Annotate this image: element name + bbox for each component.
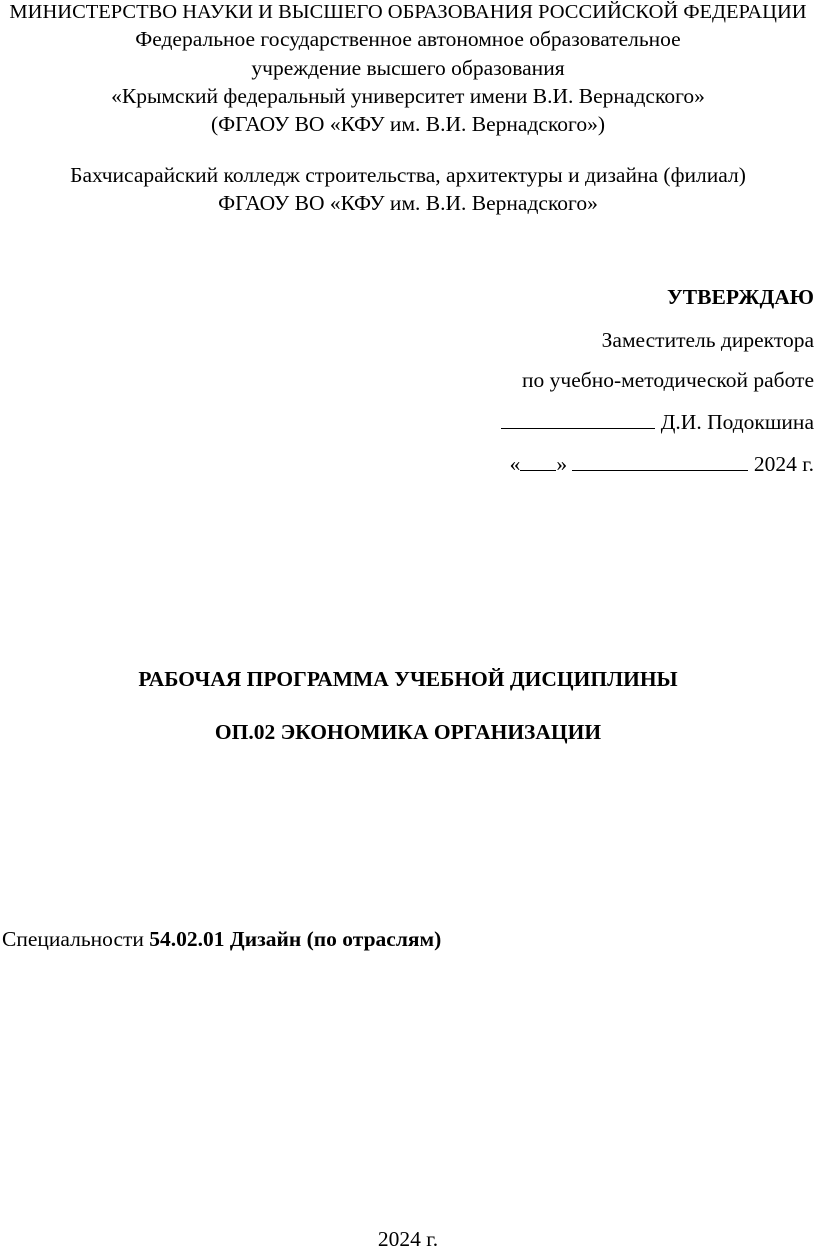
date-day-blank: [520, 452, 556, 471]
specialty-line: [2, 929, 441, 951]
approval-year: 2024 г.: [753, 452, 814, 476]
approval-position-line-1: Заместитель директора: [601, 328, 814, 352]
approval-signatory: Д.И. Подокшина: [660, 410, 814, 434]
college-name-line-1: Бахчисарайский колледж строительства, архитектуры и дизайна (филиал): [70, 163, 746, 187]
specialty-label: Специальности: [2, 927, 144, 951]
date-open-quote: «: [509, 452, 521, 476]
document-title: РАБОЧАЯ ПРОГРАММА УЧЕБНОЙ ДИСЦИПЛИНЫ: [138, 667, 678, 691]
approval-signature-line: [501, 410, 814, 434]
specialty-value: 54.02.01 Дизайн (по отраслям): [149, 927, 442, 951]
date-close-quote: »: [556, 452, 568, 476]
signature-blank: [501, 410, 655, 429]
college-name-line-2: ФГАОУ ВО «КФУ им. В.И. Вернадского»: [218, 191, 598, 215]
institution-line-1: Федеральное государственное автономное образовательное: [135, 27, 681, 51]
ministry-name: МИНИСТЕРСТВО НАУКИ И ВЫСШЕГО ОБРАЗОВАНИЯ РОССИЙСКОЙ ФЕДЕРАЦИИ: [9, 1, 807, 23]
discipline-title: ОП.02 ЭКОНОМИКА ОРГАНИЗАЦИИ: [214, 720, 602, 744]
institution-line-2: учреждение высшего образования: [251, 56, 565, 80]
footer-year: 2024 г.: [377, 1227, 439, 1251]
approval-date-line: [510, 452, 814, 476]
date-month-blank: [572, 452, 748, 471]
university-short-name: (ФГАОУ ВО «КФУ им. В.И. Вернадского»): [210, 112, 605, 136]
approval-title: УТВЕРЖДАЮ: [667, 285, 814, 309]
approval-position-line-2: по учебно-методической работе: [522, 368, 814, 392]
university-name: «Крымский федеральный университет имени В.И. Вернадского»: [111, 84, 705, 108]
